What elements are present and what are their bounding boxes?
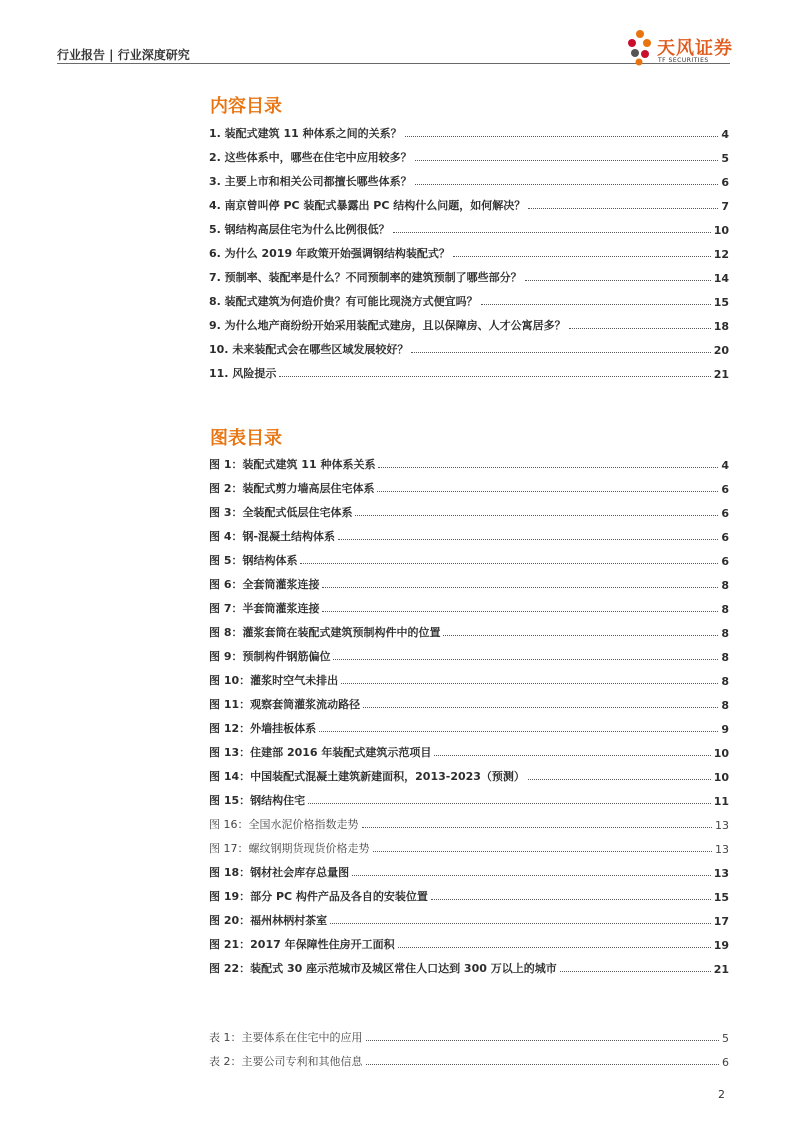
dot-leader	[393, 232, 711, 233]
dot-leader	[411, 352, 710, 353]
company-logo	[625, 27, 735, 67]
figure-entry[interactable]	[209, 952, 729, 976]
figure-entry[interactable]	[209, 904, 729, 928]
figure-entry-page: 6	[721, 483, 729, 496]
figure-entry-label: 图 2：装配式剪力墙高层住宅体系	[209, 480, 377, 496]
contents-entry-page: 14	[713, 272, 729, 285]
figure-entry[interactable]	[209, 784, 729, 808]
figure-entry-label: 图 19：部分 PC 构件产品及各自的安装位置	[209, 888, 431, 904]
figure-entry-label: 图 14：中国装配式混凝土建筑新建面积，2013-2023（预测）	[209, 768, 528, 784]
dot-leader	[569, 328, 711, 329]
figure-entry[interactable]	[209, 808, 729, 832]
figure-entry[interactable]	[209, 664, 729, 688]
logo-mark-icon	[625, 27, 655, 67]
figure-entry[interactable]	[209, 616, 729, 640]
figure-entry-label: 图 21：2017 年保障性住房开工面积	[209, 936, 398, 952]
dot-leader	[443, 635, 718, 636]
figure-entry-page: 4	[721, 459, 729, 472]
dot-leader	[322, 611, 718, 612]
dot-leader	[366, 1064, 720, 1065]
figure-entry[interactable]	[209, 880, 729, 904]
dot-leader	[377, 491, 718, 492]
figure-entry-label: 图 6：全套筒灌浆连接	[209, 576, 322, 592]
dot-leader	[528, 779, 711, 780]
tables-list	[209, 1021, 729, 1069]
figures-title: 图表目录	[210, 428, 282, 449]
dot-leader	[431, 899, 711, 900]
dot-leader	[366, 1040, 720, 1041]
contents-entry-label: 7. 预制率、装配率是什么？不同预制率的建筑预制了哪些部分？	[209, 269, 525, 285]
figure-entry-page: 10	[713, 747, 729, 760]
figure-entry-page: 6	[721, 531, 729, 544]
figure-entry-label: 图 3：全装配式低层住宅体系	[209, 504, 355, 520]
figure-entry-label: 图 5：钢结构体系	[209, 552, 300, 568]
contents-entry-page: 5	[721, 152, 729, 165]
contents-entry[interactable]	[209, 189, 729, 213]
figure-entry[interactable]	[209, 568, 729, 592]
figure-entry-label: 图 20：福州林柄村茶室	[209, 912, 330, 928]
figure-entry-page: 6	[721, 507, 729, 520]
page-number: 2	[718, 1088, 725, 1101]
contents-entry[interactable]	[209, 261, 729, 285]
figure-entry-label: 图 8：灌浆套筒在装配式建筑预制构件中的位置	[209, 624, 443, 640]
figure-entry[interactable]	[209, 712, 729, 736]
contents-entry-label: 11. 风险提示	[209, 365, 279, 381]
contents-entry[interactable]	[209, 213, 729, 237]
contents-entry-page: 10	[713, 224, 729, 237]
dot-leader	[355, 515, 718, 516]
contents-entry-label: 6. 为什么 2019 年政策开始强调钢结构装配式？	[209, 245, 453, 261]
logo-text-cn: 天风证券	[657, 38, 733, 59]
contents-entry[interactable]	[209, 141, 729, 165]
contents-entry-label: 3. 主要上市和相关公司都擅长哪些体系？	[209, 173, 415, 189]
figure-entry-label: 图 18：钢材社会库存总量图	[209, 864, 352, 880]
figure-entry-page: 19	[713, 939, 729, 952]
dot-leader	[398, 947, 711, 948]
contents-entry-label: 5. 钢结构高层住宅为什么比例很低？	[209, 221, 393, 237]
figure-entry-label: 图 13：住建部 2016 年装配式建筑示范项目	[209, 744, 434, 760]
figure-entry-page: 10	[713, 771, 729, 784]
table-entry[interactable]	[209, 1021, 729, 1045]
figure-entry-page: 8	[721, 579, 729, 592]
dot-leader	[481, 304, 711, 305]
figure-entry-page: 8	[721, 651, 729, 664]
figure-entry-label: 图 22：装配式 30 座示范城市及城区常住人口达到 300 万以上的城市	[209, 960, 560, 976]
contents-entry-page: 12	[713, 248, 729, 261]
figure-entry[interactable]	[209, 688, 729, 712]
dot-leader	[378, 467, 718, 468]
dot-leader	[322, 587, 718, 588]
figure-entry[interactable]	[209, 928, 729, 952]
contents-entry[interactable]	[209, 357, 729, 381]
contents-entry[interactable]	[209, 117, 729, 141]
table-entry-label: 表 1：主要体系在住宅中的应用	[209, 1029, 366, 1045]
figure-entry-label: 图 11：观察套筒灌浆流动路径	[209, 696, 363, 712]
figure-entry-page: 6	[721, 555, 729, 568]
contents-entry-label: 9. 为什么地产商纷纷开始采用装配式建房，且以保障房、人才公寓居多？	[209, 317, 569, 333]
dot-leader	[308, 803, 711, 804]
figure-entry-page: 8	[721, 675, 729, 688]
figure-entry-page: 8	[721, 699, 729, 712]
contents-entry-page: 7	[721, 200, 729, 213]
dot-leader	[434, 755, 710, 756]
contents-entry-label: 1. 装配式建筑 11 种体系之间的关系？	[209, 125, 405, 141]
contents-entry[interactable]	[209, 333, 729, 357]
contents-entry[interactable]	[209, 237, 729, 261]
dot-leader	[362, 827, 713, 828]
dot-leader	[341, 683, 718, 684]
figure-entry[interactable]	[209, 760, 729, 784]
dot-leader	[319, 731, 718, 732]
dot-leader	[279, 376, 710, 377]
contents-entry-label: 4. 南京曾叫停 PC 装配式暴露出 PC 结构什么问题，如何解决？	[209, 197, 528, 213]
figure-entry-label: 图 4：钢-混凝土结构体系	[209, 528, 338, 544]
contents-entry-page: 15	[713, 296, 729, 309]
figure-entry-label: 图 9：预制构件钢筋偏位	[209, 648, 333, 664]
dot-leader	[300, 563, 718, 564]
figure-entry-page: 8	[721, 603, 729, 616]
contents-entry-label: 8. 装配式建筑为何造价贵？有可能比现浇方式便宜吗？	[209, 293, 481, 309]
dot-leader	[405, 136, 719, 137]
figure-entry[interactable]	[209, 736, 729, 760]
contents-list	[209, 117, 729, 381]
figure-entry-page: 8	[721, 627, 729, 640]
figure-entry-page: 9	[721, 723, 729, 736]
contents-entry[interactable]	[209, 285, 729, 309]
dot-leader	[373, 851, 713, 852]
figure-entry[interactable]	[209, 448, 729, 472]
dot-leader	[415, 160, 719, 161]
dot-leader	[363, 707, 718, 708]
dot-leader	[525, 280, 711, 281]
dot-leader	[338, 539, 718, 540]
figure-entry[interactable]	[209, 520, 729, 544]
contents-entry-label: 2. 这些体系中，哪些在住宅中应用较多？	[209, 149, 415, 165]
contents-title: 内容目录	[210, 96, 282, 117]
table-entry[interactable]	[209, 1045, 729, 1069]
logo-text-en: TF SECURITIES	[658, 57, 709, 64]
contents-entry-label: 10. 未来装配式会在哪些区域发展较好？	[209, 341, 411, 357]
dot-leader	[560, 971, 711, 972]
figure-entry-label: 图 17：螺纹钢期货现货价格走势	[209, 840, 373, 856]
dot-leader	[352, 875, 711, 876]
dot-leader	[528, 208, 718, 209]
figures-list	[209, 448, 729, 976]
table-entry-label: 表 2：主要公司专利和其他信息	[209, 1053, 366, 1069]
table-entry-page: 5	[722, 1032, 729, 1045]
figure-entry[interactable]	[209, 496, 729, 520]
figure-entry-page: 17	[713, 915, 729, 928]
contents-entry-page: 21	[713, 368, 729, 381]
dot-leader	[415, 184, 719, 185]
figure-entry-label: 图 1：装配式建筑 11 种体系关系	[209, 456, 378, 472]
figure-entry[interactable]	[209, 832, 729, 856]
figure-entry-page: 15	[713, 891, 729, 904]
figure-entry-label: 图 15：钢结构住宅	[209, 792, 308, 808]
figure-entry-label: 图 7：半套筒灌浆连接	[209, 600, 322, 616]
dot-leader	[453, 256, 711, 257]
figure-entry-page: 13	[715, 843, 729, 856]
contents-entry[interactable]	[209, 165, 729, 189]
report-category: 行业报告 | 行业深度研究	[57, 48, 190, 62]
figure-entry-page: 11	[713, 795, 729, 808]
figure-entry-page: 13	[715, 819, 729, 832]
figure-entry[interactable]	[209, 472, 729, 496]
table-entry-page: 6	[722, 1056, 729, 1069]
figure-entry[interactable]	[209, 544, 729, 568]
contents-entry-page: 6	[721, 176, 729, 189]
contents-entry-page: 20	[713, 344, 729, 357]
contents-entry-page: 18	[713, 320, 729, 333]
figure-entry[interactable]	[209, 640, 729, 664]
figure-entry-page: 13	[713, 867, 729, 880]
figure-entry-label: 图 12：外墙挂板体系	[209, 720, 319, 736]
figure-entry-label: 图 16：全国水泥价格指数走势	[209, 816, 362, 832]
dot-leader	[333, 659, 718, 660]
figure-entry-label: 图 10：灌浆时空气未排出	[209, 672, 341, 688]
contents-entry[interactable]	[209, 309, 729, 333]
dot-leader	[330, 923, 711, 924]
figure-entry-page: 21	[713, 963, 729, 976]
contents-entry-page: 4	[721, 128, 729, 141]
figure-entry[interactable]	[209, 856, 729, 880]
figure-entry[interactable]	[209, 592, 729, 616]
